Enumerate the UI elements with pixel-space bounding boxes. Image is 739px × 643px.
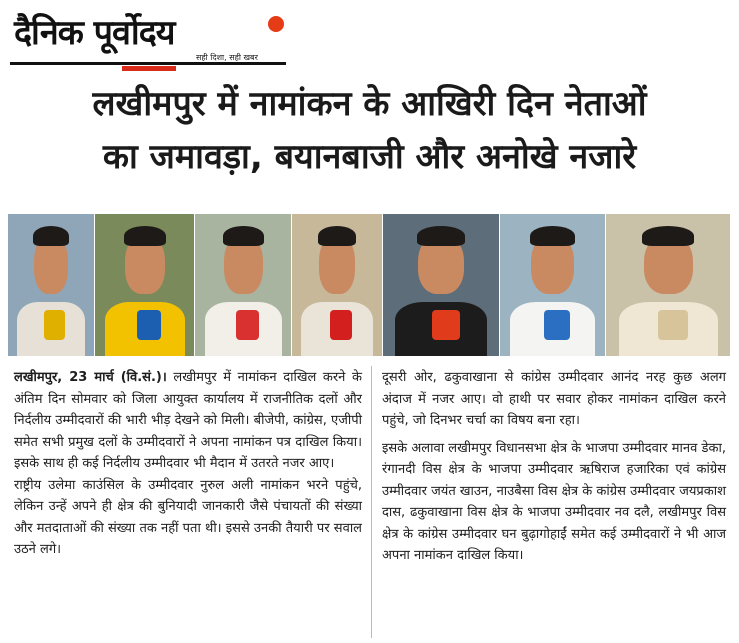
candidate-photo-3 <box>195 214 291 356</box>
paragraph-4: इसके अलावा लखीमपुर विधानसभा क्षेत्र के भाजपा उम्मीदवार मानव डेका, रंगानदी विस क्षेत्र के भाजपा उम्मीदवार ऋषिराज हजारिका एवं कांग्रेस उम्मीदवार जयंत खाउन, नाउबैसा विस क्षेत्र के कांग्रेस उम्मीदवार जयप्रकाश दास, ढकुवाखाना विस क्षेत्र के भाजपा उम्मीदवार नव दलै, लखीमपुर विस क्षेत्र के कांग्रेस उम्मीदवार घन बुढ़ागोहाईं समेत कई उम्मीदवारों ने भी आज अपना नामांकन दाखिल किया। <box>382 440 726 563</box>
microphone-icon <box>432 310 460 340</box>
candidate-photo-6 <box>500 214 606 356</box>
person-hair <box>530 226 575 246</box>
candidate-photo-4 <box>292 214 382 356</box>
dateline: लखीमपुर, 23 मार्च (वि.सं.)। <box>14 370 167 385</box>
logo-dot-icon <box>268 16 284 32</box>
microphone-icon <box>544 310 569 340</box>
paragraph-1-text: लखीमपुर में नामांकन दाखिल करने के अंतिम दिन सोमवार को जिला आयुक्त कार्यालय में राजनीतिक दलों और निर्दलीय उम्मीदवारों की भारी भीड़ देखने को मिली। बीजेपी, कांग्रेस, एजीपी समेत सभी प्रमुख दलों के उम्मीदवारों ने अपना नामांकन पत्र दाखिल किया। इसके साथ ही कई निर्दलीय उम्मीदवार भी मैदान में उतरते नजर आए। <box>14 370 362 471</box>
microphone-icon <box>658 310 688 340</box>
microphone-icon <box>137 310 161 340</box>
person-hair <box>417 226 466 246</box>
microphone-icon <box>44 310 65 340</box>
article-headline <box>0 84 739 180</box>
headline-line-2: का जमावड़ा, बयानबाजी और अनोखे नजारे <box>102 137 637 177</box>
paragraph-1 <box>14 367 362 475</box>
newspaper-title: दैनिक पूर्वोदय <box>14 13 175 53</box>
person-hair <box>33 226 69 246</box>
masthead-rule <box>10 62 286 65</box>
person-hair <box>318 226 356 246</box>
candidate-photo-1 <box>8 214 94 356</box>
article-column-2 <box>382 367 726 567</box>
article-column-1 <box>14 367 362 561</box>
microphone-icon <box>330 310 352 340</box>
headline-line-1: लखीमपुर में नामांकन के आखिरी दिन नेताओं <box>92 84 647 124</box>
paragraph-2: राष्ट्रीय उलेमा काउंसिल के उम्मीदवार नुरुल अली नामांकन भरने पहुंचे, लेकिन उन्हें अपने ही क्षेत्र की बुनियादी जानकारी जैसे पंचायतों की संख्या और मतदाताओं की संख्या तक नहीं पता थी। इससे उनकी तैयारी पर सवाल उठने लगे। <box>14 477 362 557</box>
masthead <box>10 6 290 72</box>
masthead-accent-bar <box>122 66 176 71</box>
person-hair <box>124 226 166 246</box>
candidate-photo-2 <box>95 214 195 356</box>
candidate-photo-5 <box>383 214 499 356</box>
person-hair <box>223 226 263 246</box>
microphone-icon <box>236 310 259 340</box>
person-hair <box>642 226 694 246</box>
column-divider <box>371 366 372 638</box>
newspaper-tagline: सही दिशा, सही खबर <box>196 53 258 62</box>
candidate-photo-7 <box>606 214 730 356</box>
photo-strip <box>8 214 730 356</box>
paragraph-3: दूसरी ओर, ढकुवाखाना से कांग्रेस उम्मीदवार आनंद नरह कुछ अलग अंदाज में नजर आए। वो हाथी पर सवार होकर नामांकन दाखिल करने पहुंचे, जो दिनभर चर्चा का विषय बना रहा। <box>382 370 726 428</box>
